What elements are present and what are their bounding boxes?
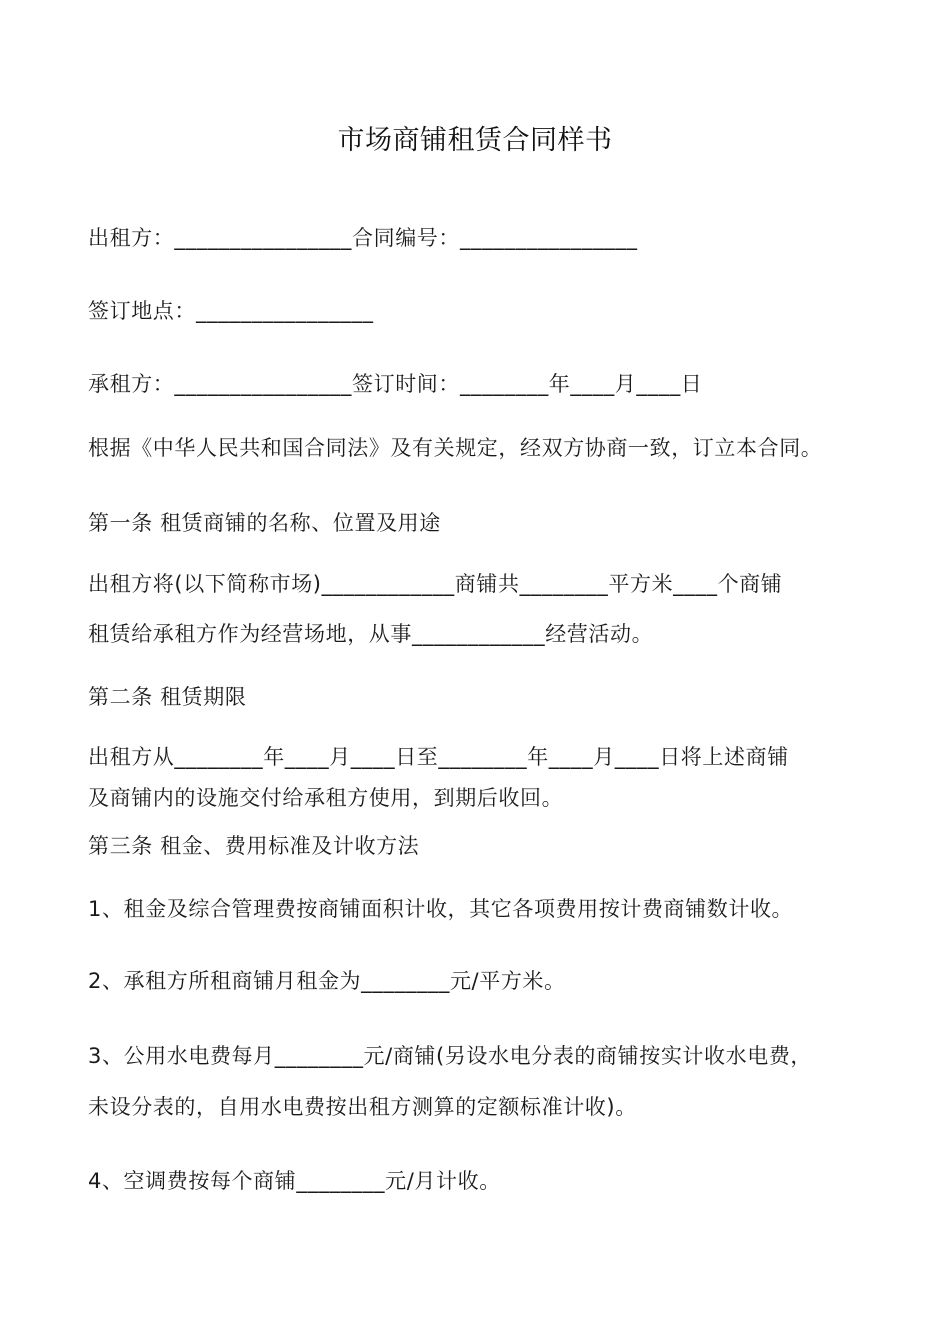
article-3-title: 第三条 租金、费用标准及计收方法 (88, 834, 420, 858)
article-3-item-3-line-2: 未设分表的，自用水电费按出租方测算的定额标准计收)。 (88, 1095, 637, 1119)
article-2-title: 第二条 租赁期限 (88, 685, 247, 709)
lessee-line: 承租方：________________签订时间：________年____月____日 (88, 372, 703, 396)
article-1-body-line-1: 出租方将(以下简称市场)____________商铺共________平方米____个商铺 (88, 572, 783, 596)
article-3-item-4: 4、空调费按每个商铺________元/月计收。 (88, 1169, 501, 1193)
article-2-body-line-2: 及商铺内的设施交付给承租方使用，到期后收回。 (88, 786, 564, 810)
article-3-item-2: 2、承租方所租商铺月租金为________元/平方米。 (88, 969, 566, 993)
lessor-line: 出租方：________________合同编号：________________ (88, 226, 638, 250)
document-title: 市场商铺租赁合同样书 (337, 125, 613, 156)
sign-place-line: 签订地点：________________ (88, 299, 374, 323)
article-1-title: 第一条 租赁商铺的名称、位置及用途 (88, 511, 441, 535)
preamble-paragraph: 根据《中华人民共和国合同法》及有关规定，经双方协商一致，订立本合同。 (88, 436, 823, 460)
article-2-body-line-1: 出租方从________年____月____日至________年____月____日将上述商铺 (88, 745, 789, 769)
article-3-item-1: 1、租金及综合管理费按商铺面积计收，其它各项费用按计费商铺数计收。 (88, 897, 794, 921)
article-3-item-3-line-1: 3、公用水电费每月________元/商铺(另设水电分表的商铺按实计收水电费， (88, 1044, 813, 1068)
article-1-body-line-2: 租赁给承租方作为经营场地，从事____________经营活动。 (88, 622, 654, 646)
